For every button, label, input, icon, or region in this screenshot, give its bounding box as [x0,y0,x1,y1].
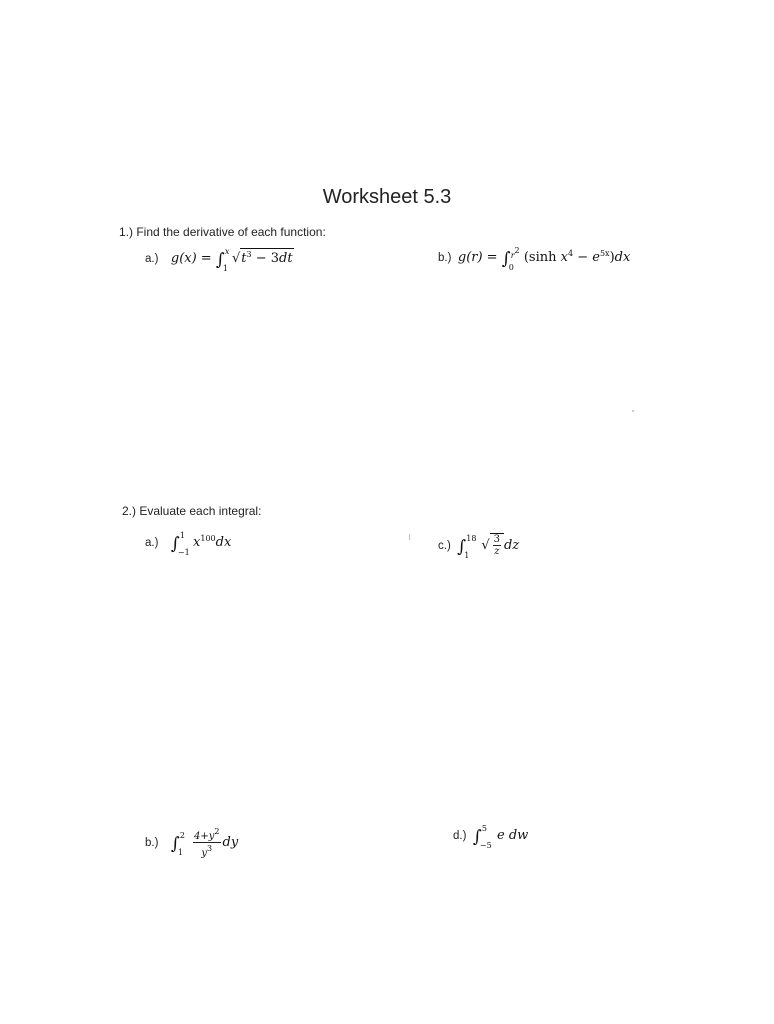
problem-1b-expression: g(r) = ∫ $r^2$ 0 (sinh $x^4 - e^{5x})dx$ [457,245,631,272]
problem-2a-expression: ∫ 1 −1 $x^{100}dx$ [170,530,232,557]
problem-2d-label: d.) [453,830,467,842]
scan-speck [632,410,634,412]
problem-1b-label: b.) [438,252,452,264]
problem-2d-expression: ∫ 5 −5 e dw [472,823,529,850]
problem-2b-label: b.) [145,837,159,849]
problem-1b [438,245,631,272]
problem-1a [145,246,294,273]
problem-2a [145,530,232,557]
problem-2a-label: a.) [145,537,159,549]
question-2-heading: 2.) Evaluate each integral: [122,504,262,518]
worksheet-title: Worksheet 5.3 [322,186,452,208]
problem-2d [453,823,529,850]
problem-1a-label: a.) [145,253,159,265]
question-1-heading: 1.) Find the derivative of each function: [119,225,326,239]
problem-2b [145,826,238,859]
problem-2c [438,533,520,560]
problem-1a-expression: g(x) = ∫ x 1 $√t^3 - 3dt$ [170,246,293,273]
scan-speck [409,534,410,540]
problem-2c-expression: ∫ 18 1 √ $\frac{3}{z}$ dz [457,533,520,560]
problem-2c-label: c.) [438,540,451,552]
problem-2b-expression: ∫ 2 1 $\frac{4+y^2}{y^3}$ dy [170,827,239,859]
